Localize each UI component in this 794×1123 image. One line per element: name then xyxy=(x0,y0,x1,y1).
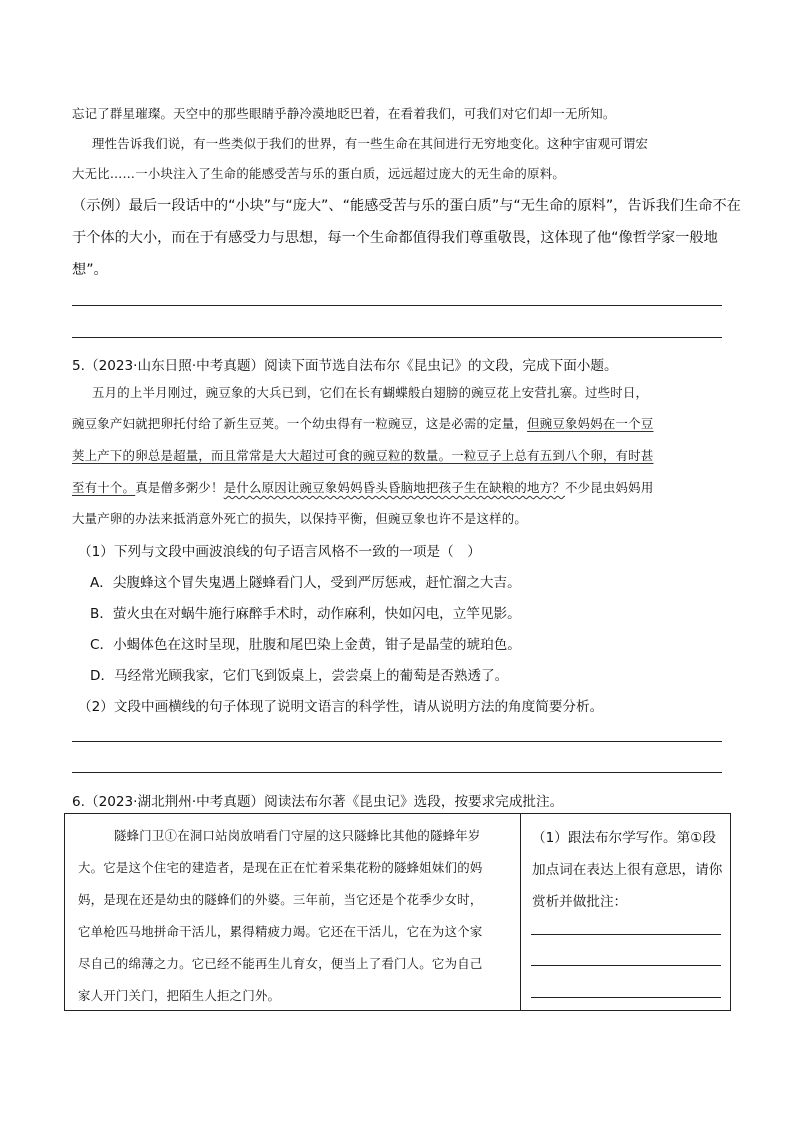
q5-passage-line-4: 至有十个。真是僧多粥少！是什么原因让豌豆象妈妈昏头昏脑地把孩子生在缺粮的地方？不少昆虫妈妈用 xyxy=(72,480,654,495)
q6-prompt-line-3: 赏析并做批注： xyxy=(532,894,628,910)
answer-line[interactable] xyxy=(72,337,722,338)
underlined-sentence: 至有十个。 xyxy=(72,480,136,495)
q5-passage-line-5: 大量产卵的办法来抵消意外死亡的损失，以保持平衡，但豌豆象也许不是这样的。 xyxy=(72,511,528,526)
passage-line-2: 理性告诉我们说，有一些类似于我们的世界，有一些生命在其间进行无穷地变化。这种宇宙观可谓宏 xyxy=(92,136,649,151)
q5-sub-question-2: （2）文段中画横线的句子体现了说明文语言的科学性，请从说明方法的角度简要分析。 xyxy=(78,699,604,715)
passage-line-1: 忘记了群星璀璨。天空中的那些眼睛乎静冷漠地眨巴着，在看着我们，可我们对它们却一无所知。 xyxy=(72,106,616,121)
q6-passage-line-2: 大。它是这个住宅的建造者，是现在正在忙着采集花粉的隧蜂姐妹们的妈 xyxy=(78,860,483,875)
underlined-sentence: 但豌豆象妈妈在一个豆 xyxy=(527,416,654,431)
q6-passage-line-5: 尽自己的绵薄之力。它已经不能再生儿育女，便当上了看门人。它为自己 xyxy=(78,956,483,971)
q6-passage-line-3: 妈，是现在还是幼虫的隧蜂们的外婆。三年前，当它还是个花季少女时， xyxy=(78,892,483,907)
q6-passage-line-1: 隧蜂门卫①在洞口站岗放哨看门守屋的这只隧蜂比其他的隧蜂年岁 xyxy=(114,828,481,843)
underlined-sentence: 荚上产下的卵总是超量，而且常常是大大超过可食的豌豆粒的数量。一粒豆子上总有五到八个卵，有时甚 xyxy=(72,448,654,463)
q6-prompt-line-1: （1）跟法布尔学写作。第①段 xyxy=(532,830,716,846)
annotation-answer-line[interactable] xyxy=(531,934,721,935)
answer-line[interactable] xyxy=(72,772,722,773)
q6-passage-line-4: 它单枪匹马地拼命干活儿，累得精疲力竭。它还在干活儿，它在为这个家 xyxy=(78,924,483,939)
annotation-answer-line[interactable] xyxy=(531,997,721,998)
option-c[interactable]: C．小蝎体色在这时呈现，肚腹和尾巴染上金黄，钳子是晶莹的琥珀色。 xyxy=(90,637,521,653)
example-answer-line-1: （示例）最后一段话中的“小块”与“庞大”、“能感受苦与乐的蛋白质”与“无生命的原料”，告诉我们生命不在 xyxy=(72,198,741,214)
answer-line[interactable] xyxy=(72,305,722,306)
q5-sub-question-1: （1）下列与文段中画波浪线的句子语言风格不一致的一项是（ ） xyxy=(78,544,481,560)
q5-passage-line-3 xyxy=(72,446,722,464)
answer-line[interactable] xyxy=(72,741,722,742)
q5-passage-line-2: 豌豆象产妇就把卵托付给了新生豆荚。一个幼虫得有一粒豌豆，这是必需的定量，但豌豆象妈妈在一个豆 xyxy=(72,416,654,431)
question-5-heading: 5.（2023·山东日照·中考真题）阅读下面节选自法布尔《昆虫记》的文段，完成下面小题。 xyxy=(72,358,618,374)
option-d[interactable]: D．马经常光顾我家，它们飞到饭桌上，尝尝桌上的葡萄是否熟透了。 xyxy=(90,668,509,684)
option-b[interactable]: B．萤火虫在对蜗牛施行麻醉手术时，动作麻利，快如闪电，立竿见影。 xyxy=(90,606,521,622)
q5-passage-line-1: 五月的上半月刚过，豌豆象的大兵已到，它们在长有蝴蝶般白翅膀的豌豆花上安营扎寨。过些时日， xyxy=(92,385,649,400)
example-answer-line-3: 想”。 xyxy=(72,262,108,278)
q6-passage-line-6: 家人开门关门，把陌生人拒之门外。 xyxy=(78,988,281,1003)
option-a[interactable]: A．尖腹蜂这个冒失鬼遇上隧蜂看门人，受到严厉惩戒，赶忙溜之大吉。 xyxy=(90,575,521,591)
q6-prompt-line-2: 加点词在表达上很有意思，请你 xyxy=(532,862,723,878)
passage-line-3: 大无比……一小块注入了生命的能感受苦与乐的蛋白质，远远超过庞大的无生命的原料。 xyxy=(72,166,565,181)
annotation-answer-line[interactable] xyxy=(531,965,721,966)
question-6-heading: 6.（2023·湖北荆州·中考真题）阅读法布尔著《昆虫记》选段，按要求完成批注。 xyxy=(72,794,564,810)
wavy-underlined-sentence: 是什么原因让豌豆象妈妈昏头昏脑地把孩子生在缺粮的地方？ xyxy=(223,480,565,495)
example-answer-line-2: 于个体的大小，而在于有感受力与思想，每一个生命都值得我们尊重敬畏，这体现了他“像哲学家一般地 xyxy=(72,230,718,246)
